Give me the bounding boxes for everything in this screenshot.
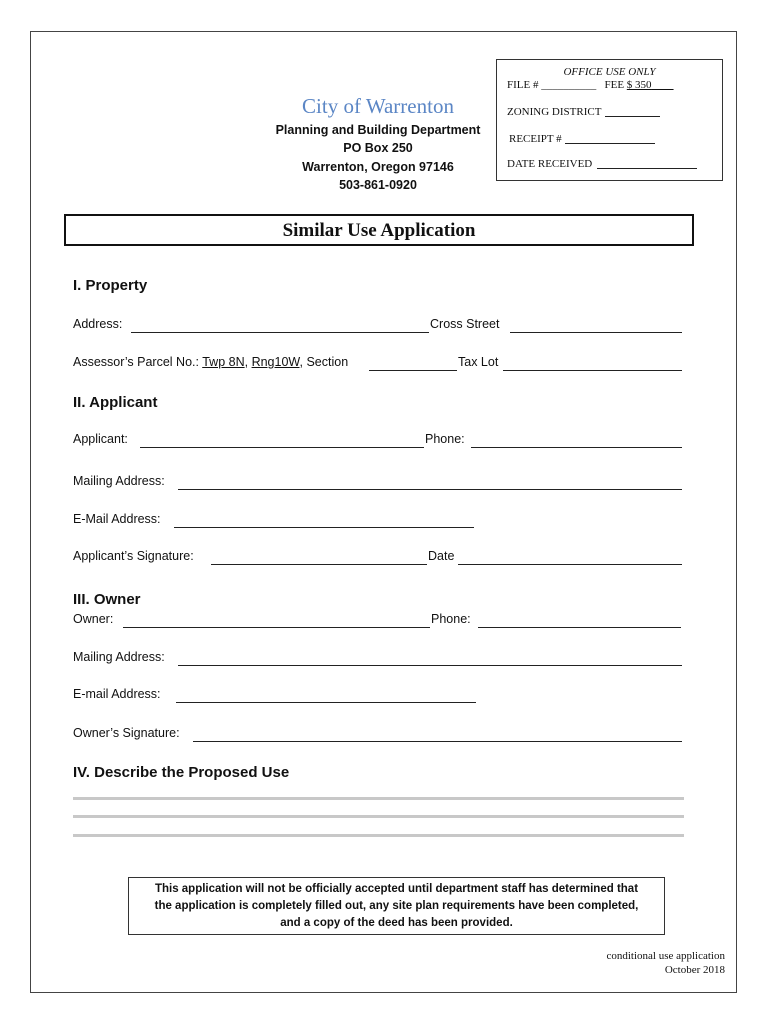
parcel-row [73,355,348,369]
city-name: City of Warrenton [302,94,454,118]
parcel-label: Assessor’s Parcel No.: [73,355,203,369]
applicant-label: Applicant: [73,432,128,446]
owner-mailing-field[interactable] [178,665,682,666]
city-state-zip: Warrenton, Oregon 97146 [302,160,454,174]
footer-date: October 2018 [664,964,725,976]
applicant-date-label: Date [428,549,455,563]
fee-label: FEE [604,79,625,91]
acceptance-notice [128,877,665,935]
zoning-label: ZONING DISTRICT [507,106,602,118]
section-proposed-use-heading: IV. Describe the Proposed Use [73,764,290,781]
applicant-signature-label: Applicant’s Signature: [73,549,194,563]
parcel-comma: , [244,355,252,369]
applicant-email-label: E-Mail Address: [73,512,161,526]
applicant-field[interactable] [140,447,424,448]
receipt-label: RECEIPT # [509,133,562,145]
owner-phone-label: Phone: [431,612,471,626]
address-field[interactable] [131,332,429,333]
fee-underline [652,79,674,91]
office-use-box [496,59,723,181]
address-label: Address: [73,317,123,331]
file-label: FILE # [507,79,542,91]
applicant-phone-field[interactable] [471,447,682,448]
section-label: , Section [299,355,349,369]
owner-field[interactable] [123,627,430,628]
twp-value: Twp 8N [202,355,245,369]
tax-lot-label: Tax Lot [458,355,499,369]
applicant-date-field[interactable] [458,564,682,565]
notice-line-2: the application is completely filled out, any site plan requirements have been completed, [154,900,639,912]
date-received-row [507,158,592,170]
zoning-row [507,106,601,118]
owner-email-field[interactable] [176,702,476,703]
tax-lot-field[interactable] [503,370,682,371]
section-owner-heading: III. Owner [73,591,141,608]
owner-email-label: E-mail Address: [73,687,161,701]
applicant-email-field[interactable] [174,527,474,528]
proposed-use-line-1[interactable] [73,797,684,800]
date-received-label: DATE RECEIVED [507,158,593,170]
footer-form-name: conditional use application [606,950,725,962]
notice-line-1: This application will not be officially accepted until department staff has determined that [154,883,639,895]
receipt-field[interactable] [565,143,655,144]
owner-mailing-label: Mailing Address: [73,650,165,664]
office-use-title: OFFICE USE ONLY [563,66,656,78]
zoning-field[interactable] [605,116,660,117]
po-box: PO Box 250 [343,141,413,155]
applicant-mailing-field[interactable] [178,489,682,490]
section-applicant-heading: II. Applicant [73,394,158,411]
form-title: Similar Use Application [64,214,694,246]
phone-number: 503-861-0920 [339,178,417,192]
date-received-field[interactable] [597,168,697,169]
owner-signature-label: Owner’s Signature: [73,726,180,740]
cross-street-field[interactable] [510,332,682,333]
applicant-phone-label: Phone: [425,432,465,446]
rng-value: Rng10W [251,355,300,369]
receipt-row [509,133,562,145]
applicant-mailing-label: Mailing Address: [73,474,165,488]
cross-street-label: Cross Street [430,317,500,331]
department-name: Planning and Building Department [275,123,481,137]
owner-phone-field[interactable] [478,627,681,628]
owner-label: Owner: [73,612,114,626]
section-field[interactable] [369,370,457,371]
file-blank: __________ [541,79,597,91]
proposed-use-line-2[interactable] [73,815,684,818]
proposed-use-line-3[interactable] [73,834,684,837]
owner-signature-field[interactable] [193,741,682,742]
file-fee-row [507,79,674,91]
applicant-signature-field[interactable] [211,564,427,565]
section-property-heading: I. Property [73,277,148,294]
fee-value: $ 350 [626,79,652,91]
notice-line-3: and a copy of the deed has been provided. [280,917,513,929]
